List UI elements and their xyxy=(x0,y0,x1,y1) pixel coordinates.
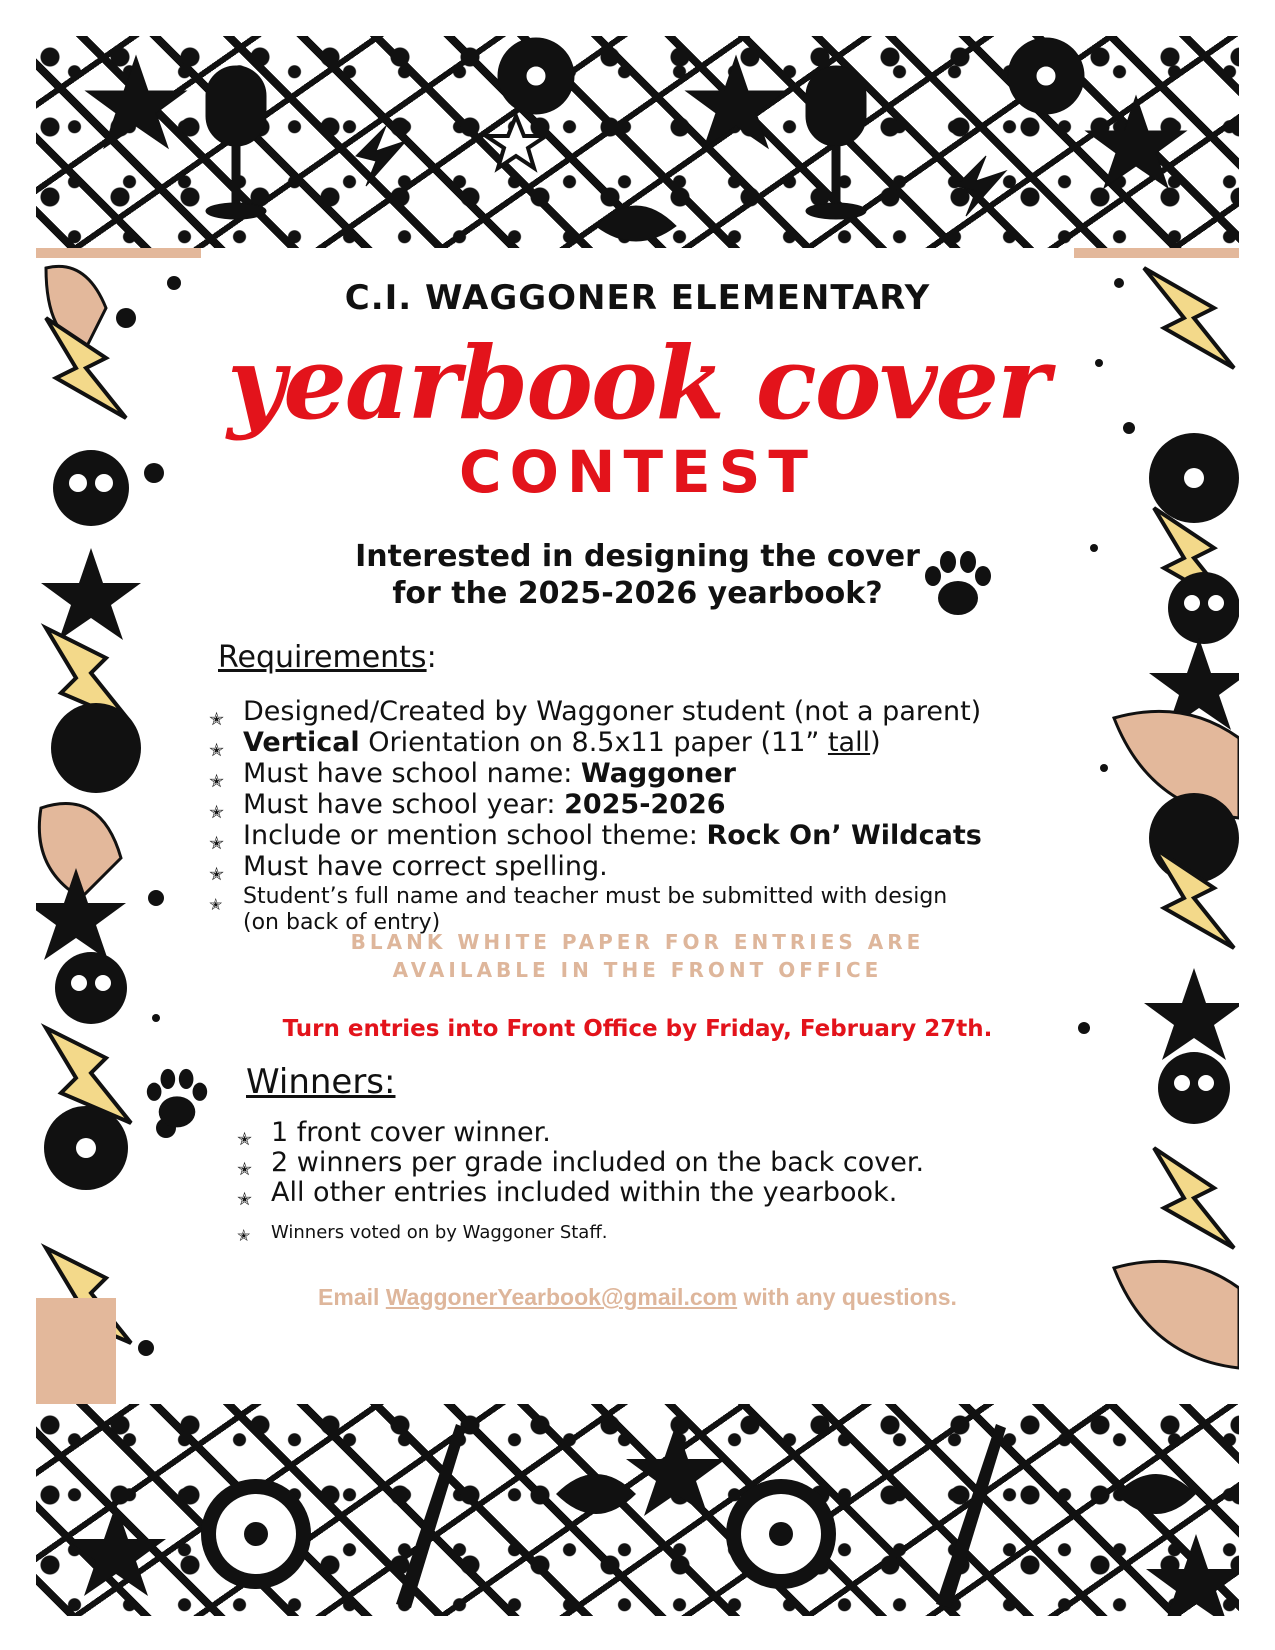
star-bullet-icon: ✭ xyxy=(237,1189,253,1210)
list-item xyxy=(237,1147,1051,1180)
paw-print-icon xyxy=(143,1068,211,1132)
requirement-text: Orientation on 8.5x11 paper (11” xyxy=(359,727,828,758)
winners-list xyxy=(237,1117,1051,1246)
guitar-icon xyxy=(936,1424,1006,1608)
lightning-icon xyxy=(356,126,406,186)
paw-print-icon xyxy=(921,550,995,620)
star-icon xyxy=(66,1504,166,1596)
star-icon xyxy=(686,56,786,148)
notice-line-1: BLANK WHITE PAPER FOR ENTRIES ARE xyxy=(350,930,925,954)
contact-line xyxy=(201,1284,1074,1311)
skull-icon xyxy=(1158,1052,1230,1124)
winner-text: Winners voted on by Waggoner Staff. xyxy=(271,1222,608,1243)
star-bullet-icon: ✭ xyxy=(237,1129,253,1150)
star-icon xyxy=(486,116,546,168)
microphone-icon xyxy=(806,66,866,146)
star-icon xyxy=(1144,968,1239,1060)
list-item xyxy=(237,1117,1051,1150)
requirement-text: Must have correct spelling. xyxy=(243,851,608,882)
requirement-text: Student’s full name and teacher must be submitted with design xyxy=(243,884,948,909)
requirement-bold: Waggoner xyxy=(580,758,736,789)
intro-line-2: for the 2025-2026 yearbook? xyxy=(392,576,883,611)
star-bullet-icon: ✭ xyxy=(209,833,225,854)
winner-text: 1 front cover winner. xyxy=(271,1117,551,1148)
title-yearbook-cover: yearbook cover xyxy=(227,324,1048,442)
list-item xyxy=(209,758,1073,792)
bottom-rock-pattern-border xyxy=(36,1404,1239,1616)
lightning-icon xyxy=(1144,268,1234,368)
requirement-text-continued: (on back of entry) xyxy=(243,910,441,935)
winner-text: All other entries included within the yearbook. xyxy=(271,1177,898,1208)
email-link[interactable]: WaggonerYearbook@gmail.com xyxy=(385,1284,738,1310)
lips-icon xyxy=(596,206,676,241)
lightning-icon xyxy=(1154,1148,1234,1248)
notice-line-2: AVAILABLE IN THE FRONT OFFICE xyxy=(392,958,883,982)
blank-paper-notice xyxy=(201,928,1074,984)
microphone-icon xyxy=(206,66,266,146)
requirements-heading-text: Requirements xyxy=(218,640,427,675)
star-icon xyxy=(41,548,141,640)
star-bullet-icon: ✭ xyxy=(209,709,225,730)
lips-icon xyxy=(556,1474,636,1514)
star-icon xyxy=(86,56,186,148)
contact-prefix: Email xyxy=(318,1284,386,1310)
requirements-heading xyxy=(218,640,437,675)
list-item xyxy=(209,820,1073,854)
title-contest: CONTEST xyxy=(459,438,816,506)
skull-icon xyxy=(55,952,127,1024)
intro-line-1: Interested in designing the cover xyxy=(355,539,920,574)
star-bullet-icon: ✭ xyxy=(209,740,225,761)
list-item xyxy=(237,1220,1051,1246)
skull-icon xyxy=(53,450,129,526)
guitar-icon xyxy=(396,1424,466,1608)
skull-icon xyxy=(1168,572,1239,644)
vinyl-record-icon xyxy=(1149,793,1239,883)
list-item xyxy=(209,789,1073,823)
list-item xyxy=(209,727,1073,761)
requirement-text: Designed/Created by Waggoner student (not a parent) xyxy=(243,696,982,727)
lightning-icon xyxy=(956,156,1006,216)
star-icon xyxy=(626,1424,726,1516)
list-item xyxy=(237,1177,1051,1210)
right-rock-sticker-border xyxy=(1074,248,1239,1404)
lips-icon xyxy=(1116,1474,1196,1514)
requirement-text: Include or mention school theme: xyxy=(243,820,707,851)
star-bullet-icon: ✭ xyxy=(209,864,225,885)
winners-heading: Winners: xyxy=(246,1062,396,1102)
deadline-text: Turn entries into Front Office by Friday, February 27th. xyxy=(282,1016,993,1042)
star-icon xyxy=(1086,96,1186,188)
list-item xyxy=(209,696,1073,730)
requirement-text: Must have school year: xyxy=(243,789,565,820)
star-bullet-icon: ✭ xyxy=(209,895,223,914)
school-name: C.I. WAGGONER ELEMENTARY xyxy=(344,278,931,318)
star-bullet-icon: ✭ xyxy=(209,771,225,792)
list-item xyxy=(209,851,1073,885)
requirements-list xyxy=(209,696,1073,936)
winner-text: 2 winners per grade included on the back cover. xyxy=(271,1147,925,1178)
requirement-text-end: ) xyxy=(870,727,881,758)
star-bullet-icon: ✭ xyxy=(209,802,225,823)
requirement-bold: Vertical xyxy=(243,727,360,758)
requirements-heading-colon: : xyxy=(426,640,437,675)
flyer-content xyxy=(201,248,1074,1404)
contact-suffix: with any questions. xyxy=(737,1284,957,1310)
requirement-bold: Rock On’ Wildcats xyxy=(706,820,982,851)
requirement-underline: tall xyxy=(827,727,871,758)
top-rock-pattern-border xyxy=(36,36,1239,248)
star-icon xyxy=(1146,1534,1239,1616)
left-rock-sticker-border xyxy=(36,248,201,1404)
requirement-text: Must have school name: xyxy=(243,758,581,789)
requirement-bold: 2025-2026 xyxy=(564,789,726,820)
vinyl-record-icon xyxy=(51,703,141,793)
star-bullet-icon: ✭ xyxy=(237,1159,253,1180)
rock-hand-icon xyxy=(1114,1261,1239,1368)
star-bullet-icon: ✭ xyxy=(237,1226,251,1245)
